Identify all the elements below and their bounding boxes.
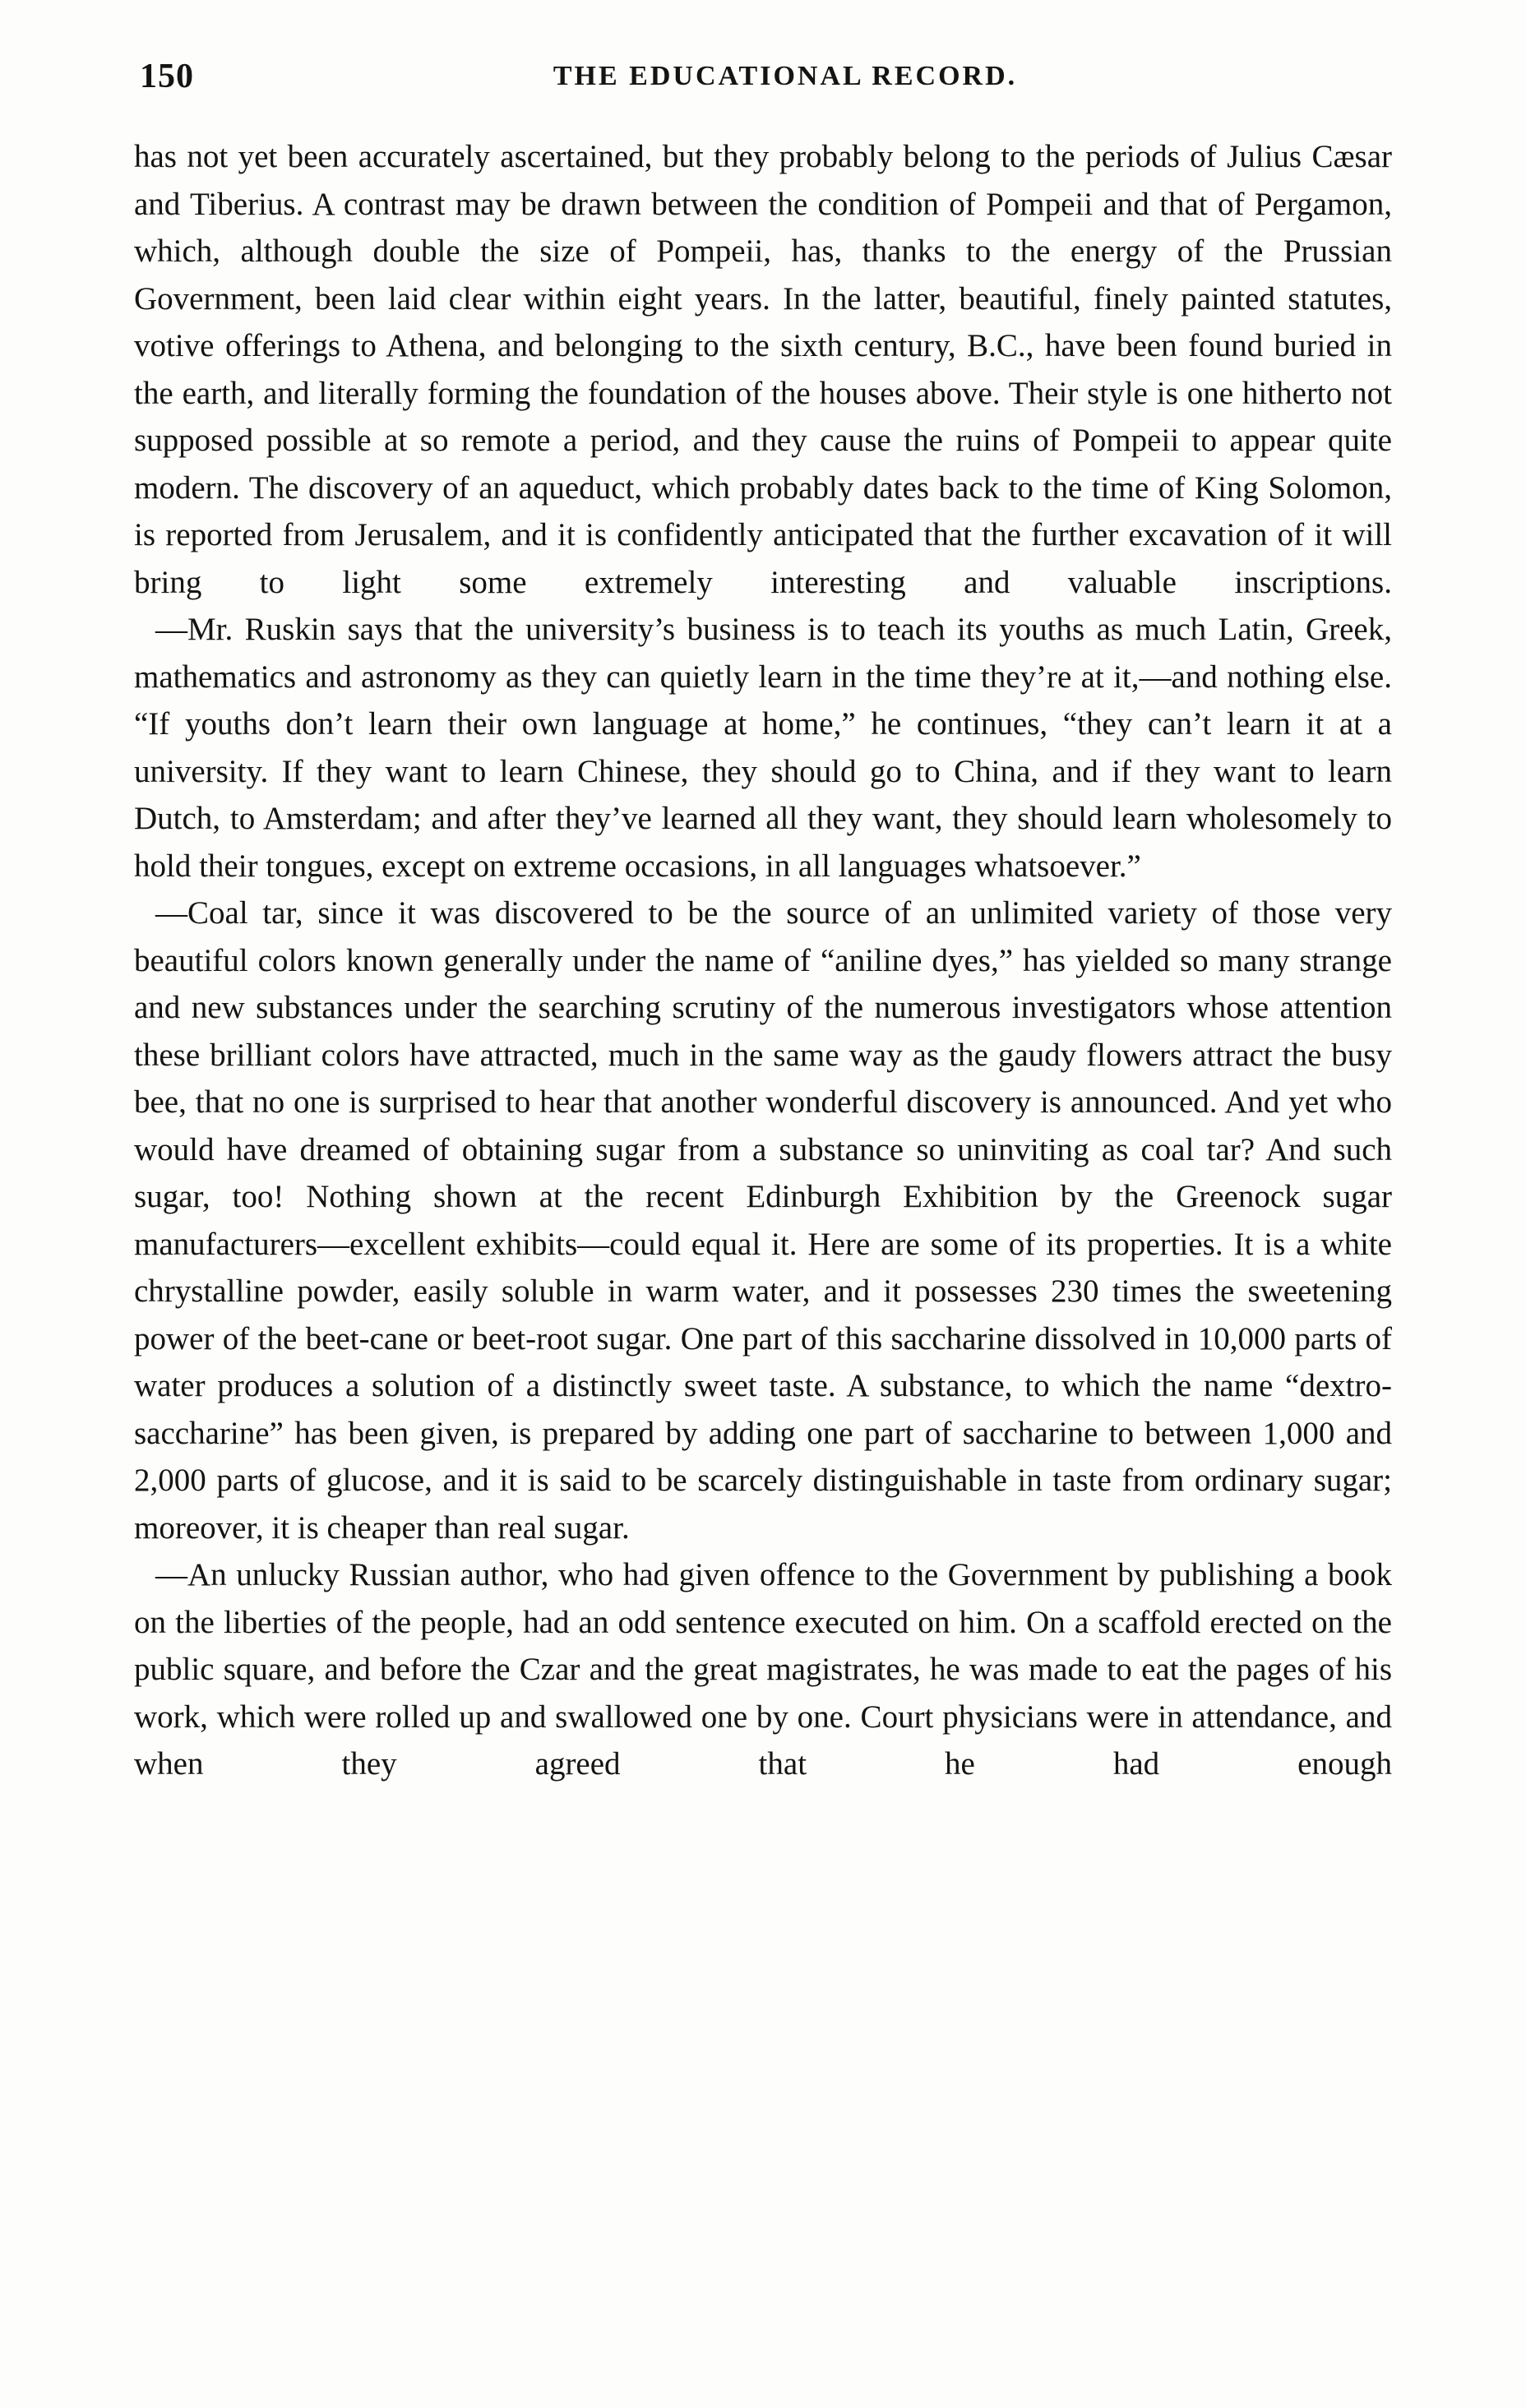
page-number: 150 <box>140 58 194 95</box>
running-head: THE EDUCATIONAL RECORD. <box>553 61 1018 91</box>
paragraph-continued-archaeology: has not yet been accurately ascertained, but they probably belong to the periods of Julius Cæsar and Tiberius. A contrast may be drawn between the condition of Pompeii and that of Pergamon, which, although double the size of Pompeii, has, thanks to the energy of the Prussian Government, been laid clear within eight years. In the latter, beautiful, finely painted statutes, votive offerings to Athena, and belonging to the sixth century, B.C., have been found buried in the earth, and literally forming the foundation of the houses above. Their style is one hitherto not supposed possible at so remote a period, and they cause the ruins of Pompeii to appear quite modern. The discovery of an aqueduct, which probably dates back to the time of King Solomon, is reported from Jerusalem, and it is confidently anticipated that the further excavation of it will bring to light some extremely interesting and valuable inscriptions. <box>134 139 1392 600</box>
paragraph-russian-author: —An unlucky Russian author, who had given offence to the Government by publishing a book on the liberties of the people, had an odd sentence executed on him. On a scaffold erected on the public square, and before the Czar and the great magistrates, he was made to eat the pages of his work, which were rolled up and swallowed one by one. Court physicians were in attendance, and when they agreed that he had enough <box>134 1557 1392 1782</box>
paragraph-coal-tar-sugar: —Coal tar, since it was discovered to be the source of an unlimited variety of those very beautiful colors known generally under the name of “aniline dyes,” has yielded so many strange and new substances under the searching scrutiny of the numerous investigators whose attention these brilliant colors have attracted, much in the same way as the gaudy flowers attract the busy bee, that no one is surprised to hear that another wonderful discovery is announced. And yet who would have dreamed of obtaining sugar from a substance so uninviting as coal tar? And such sugar, too! Nothing shown at the recent Edinburgh Exhibition by the Greenock sugar manufacturers—excellent exhibits—could equal it. Here are some of its properties. It is a white chrystalline powder, easily soluble in warm water, and it possesses 230 times the sweetening power of the beet-cane or beet-root sugar. One part of this saccharine dissolved in 10,000 parts of water produces a solution of a distinctly sweet taste. A substance, to which the name “dextro-saccharine” has been given, is prepared by adding one part of saccharine to between 1,000 and 2,000 parts of glucose, and it is said to be scarcely distinguishable in taste from ordinary sugar; moreover, it is cheaper than real sugar. <box>134 895 1392 1546</box>
paragraph-ruskin: —Mr. Ruskin says that the university’s business is to teach its youths as much Latin, Greek, mathematics and astronomy as they can quietly learn in the time they’re at it,—and nothing else. “If youths don’t learn their own language at home,” he continues, “they can’t learn it at a university. If they want to learn Chinese, they should go to China, and if they want to learn Dutch, to Amsterdam; and after they’ve learned all they want, they should learn wholesomely to hold their tongues, except on extreme occasions, in all languages whatsoever.” <box>134 612 1392 884</box>
page-header <box>140 48 1398 105</box>
body-text <box>134 133 1392 1788</box>
